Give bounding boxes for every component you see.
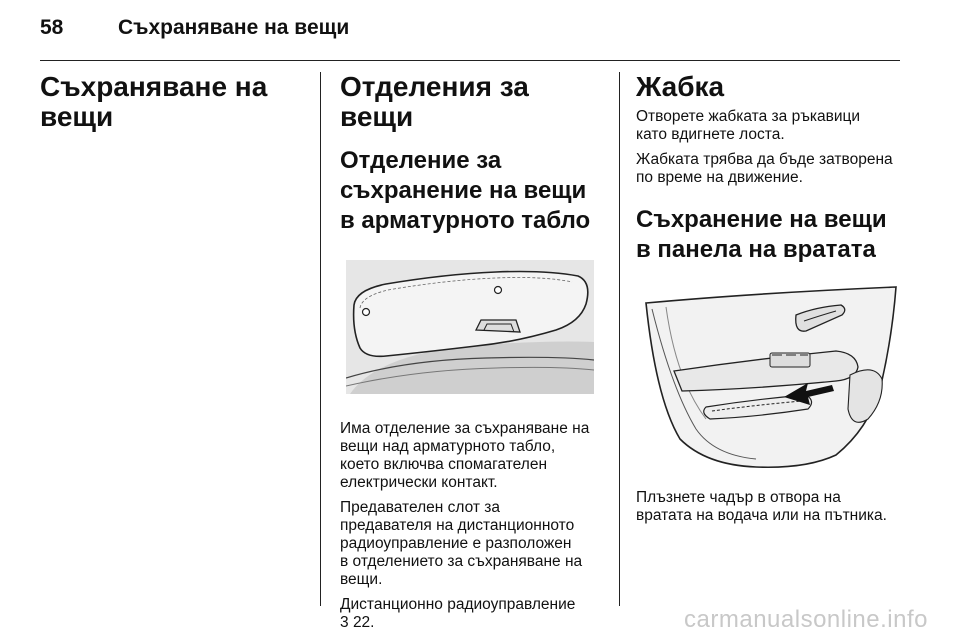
paragraph-2-line-1: Предавателен слот за [340,499,500,516]
watermark: carmanualsonline.info [684,606,928,633]
door-paragraph-line-1: Плъзнете чадър в отвора на [636,489,841,506]
door-paragraph-line-2: вратата на водача или на пътника. [636,507,887,524]
glovebox-paragraph-2 [636,151,906,187]
glovebox-paragraph-1-line-1: Отворете жабката за ръкавици [636,108,861,125]
chapter-title-line-2: вещи [40,101,114,132]
door-storage-title-line-2: в панела на вратата [636,236,876,263]
paragraph-3 [340,596,606,632]
paragraph-1-line-4: електрически контакт. [340,474,498,491]
header-rule [40,60,900,61]
chapter-title-line-1: Съхраняване на [40,71,268,102]
door-storage-title [636,205,906,265]
paragraph-3-line-1: Дистанционно радиоуправление [340,596,576,613]
paragraph-1-line-1: Има отделение за съхраняване на [340,420,590,437]
column-divider-1 [320,72,321,606]
page-reference-number[interactable]: 22. [352,614,375,631]
subsection-title-line-1: Отделение за [340,147,502,174]
column-divider-2 [619,72,620,606]
dashboard-storage-illustration [346,260,594,394]
paragraph-2-line-2: предавателя на дистанционното [340,517,575,534]
door-paragraph [636,489,906,525]
page-number: 58 [40,16,64,39]
glovebox-title: Жабка [636,71,725,102]
door-panel-illustration [636,279,902,469]
paragraph-2-line-5: вещи. [340,571,383,588]
column-2 [340,72,606,632]
paragraph-1-line-2: вещи над арматурното табло, [340,438,556,455]
paragraph-1 [340,420,606,492]
glovebox-paragraph-1-line-2: като вдигнете лоста. [636,126,785,143]
column-1 [40,72,305,132]
page-reference-icon: 3 [340,614,349,631]
paragraph-2 [340,499,606,589]
subsection-title [340,146,606,236]
chapter-title [40,72,305,132]
paragraph-2-line-3: радиоуправление е разположен [340,535,572,552]
running-header: Съхраняване на вещи [118,16,350,39]
column-3 [636,72,906,525]
section-title: Отделения за вещи [340,71,529,132]
glovebox-paragraph-2-line-2: по време на движение. [636,169,803,186]
paragraph-1-line-3: което включва спомагателен [340,456,548,473]
subsection-title-line-3: в арматурното табло [340,207,591,234]
paragraph-2-line-4: в отделението за съхраняване на [340,553,583,570]
subsection-title-line-2: съхранение на вещи [340,177,587,204]
glovebox-paragraph-1 [636,108,906,144]
glovebox-paragraph-2-line-1: Жабката трябва да бъде затворена [636,151,893,168]
door-storage-title-line-1: Съхранение на вещи [636,206,887,233]
